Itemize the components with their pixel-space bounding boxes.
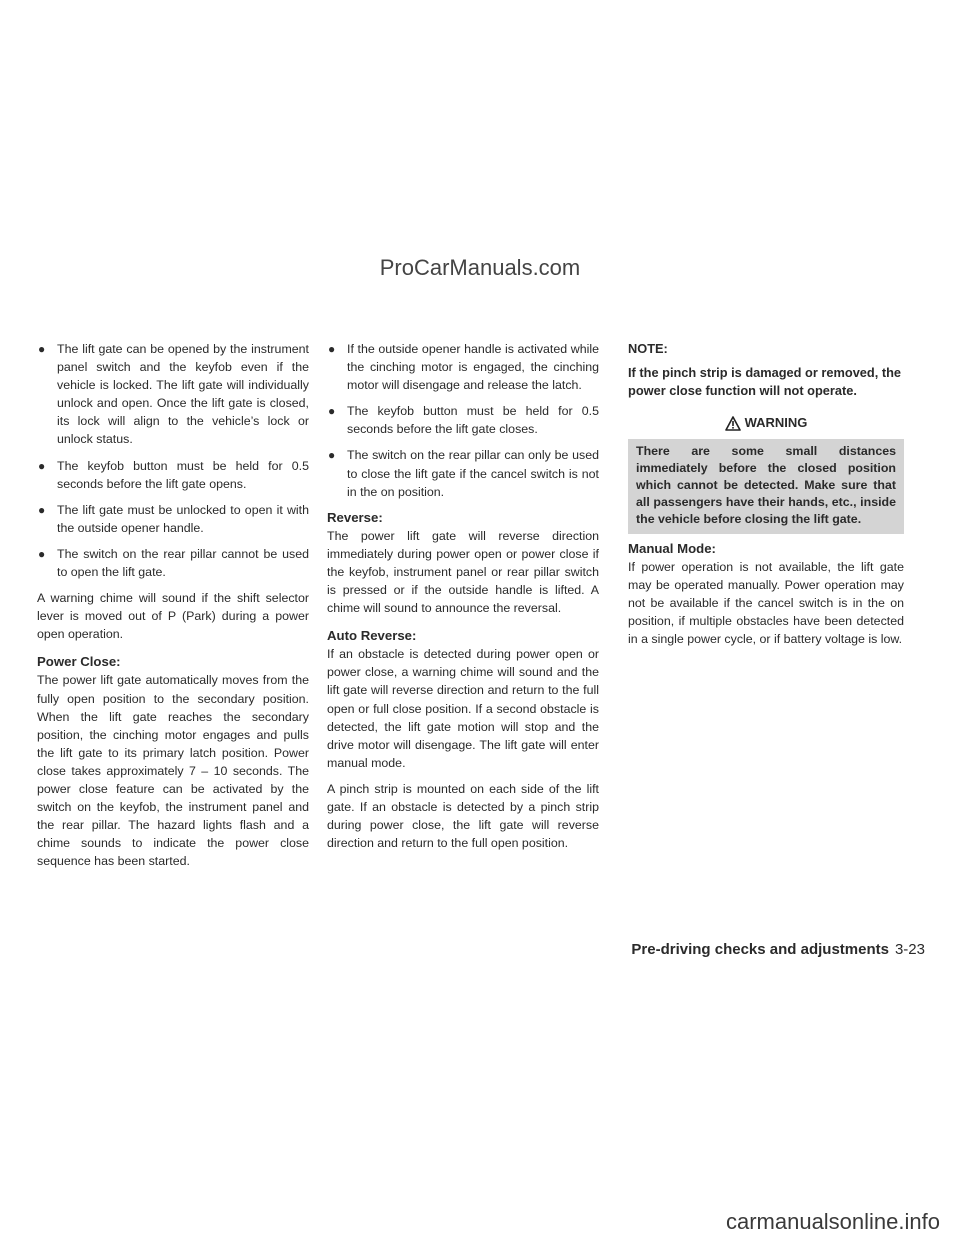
paragraph: If an obstacle is detected during power open or power close, a warning chime will sound and the lift gate will reverse direction and return to the full open or full close position. If a second obstacle is detected, the lift gate motion will stop and the drive motor will disengage. The lift gate will enter manual mode. [327, 647, 599, 770]
watermark-top: ProCarManuals.com [379, 255, 581, 280]
column-2 [327, 340, 599, 860]
paragraph: A pinch strip is mounted on each side of the lift gate. If an obstacle is detected by a pinch strip during power close, the lift gate will reverse direction and return to the full open position. [327, 781, 599, 851]
heading-power-close: Power Close: [37, 654, 121, 670]
bullet-icon: ● [38, 458, 46, 473]
warning-triangle-icon [725, 416, 741, 431]
list-item: ● The switch on the rear pillar can only be used to close the lift gate if the cancel switch is not in the on position. [328, 448, 599, 499]
list-item: ● The keyfob button must be held for 0.5 seconds before the lift gate closes. [328, 404, 599, 437]
heading-reverse: Reverse: [327, 509, 383, 525]
note-body: If the pinch strip is damaged or removed, the power close function will not operate. [628, 365, 902, 399]
bullet-icon: ● [328, 342, 336, 356]
list-item: ● The lift gate can be opened by the instrument panel switch and the keyfob even if the vehicle is locked. The lift gate will individually unlock and open. Once the lift gate is closed, its lock will align to the vehicle’s lock or unlock status. [38, 342, 309, 447]
list-item: ● The keyfob button must be held for 0.5 seconds before the lift gate opens. [38, 458, 309, 491]
page-footer [0, 941, 925, 958]
column-3 [628, 340, 904, 657]
list-item: ● The switch on the rear pillar cannot be used to open the lift gate. [38, 546, 309, 580]
list-item: ● The lift gate must be unlocked to open it with the outside opener handle. [38, 502, 309, 535]
bullet-icon: ● [328, 404, 336, 419]
paragraph: If power operation is not available, the lift gate may be operated manually. Power operation may not be available if the cancel switch is in the on position, if multiple obstacles have been detected in a single power cycle, or if battery voltage is low. [628, 560, 904, 647]
paragraph: The power lift gate will reverse direction immediately during power open or power close if the keyfob, instrument panel or rear pillar switch is pressed or if the outside handle is lifted. A chime will sound to announce the reversal. [327, 528, 599, 616]
bullet-icon: ● [38, 546, 46, 561]
heading-auto-reverse: Auto Reverse: [327, 628, 417, 644]
bullet-icon: ● [38, 502, 46, 517]
heading-manual-mode: Manual Mode: [628, 541, 716, 557]
footer-section-title: Pre-driving checks and adjustments [631, 941, 889, 958]
bullet-icon: ● [328, 448, 336, 463]
list-item: ● If the outside opener handle is activated while the cinching motor is engaged, the cinching motor will disengage and release the latch. [328, 342, 599, 393]
note-heading: NOTE: [628, 341, 668, 356]
paragraph: A warning chime will sound if the shift selector lever is moved out of P (Park) during a power open operation. [37, 591, 309, 642]
watermark-bottom [0, 1202, 960, 1242]
paragraph: The power lift gate automatically moves from the fully open position to the secondary position. When the lift gate reaches the secondary position, the cinching motor engages and pulls the lift gate to its primary latch position. Power close takes approximately 7 – 10 seconds. The power close feature can be activated by the switch on the keyfob, the instrument panel and the rear pillar. The hazard lights flash and a chime sounds to indicate the power close sequence has been started. [37, 673, 309, 869]
watermark-bottom-text: carmanualsonline.info [725, 1209, 940, 1234]
bullet-icon: ● [38, 342, 46, 356]
warning-box: There are some small distances immediately before the closed position which cannot be detected. Make sure that all passengers have their hands, etc., inside the vehicle before closing the lift gate. [628, 439, 904, 534]
column-1 [37, 340, 309, 878]
page-number: 3-23 [894, 941, 925, 958]
warning-title: WARNING [628, 412, 904, 434]
